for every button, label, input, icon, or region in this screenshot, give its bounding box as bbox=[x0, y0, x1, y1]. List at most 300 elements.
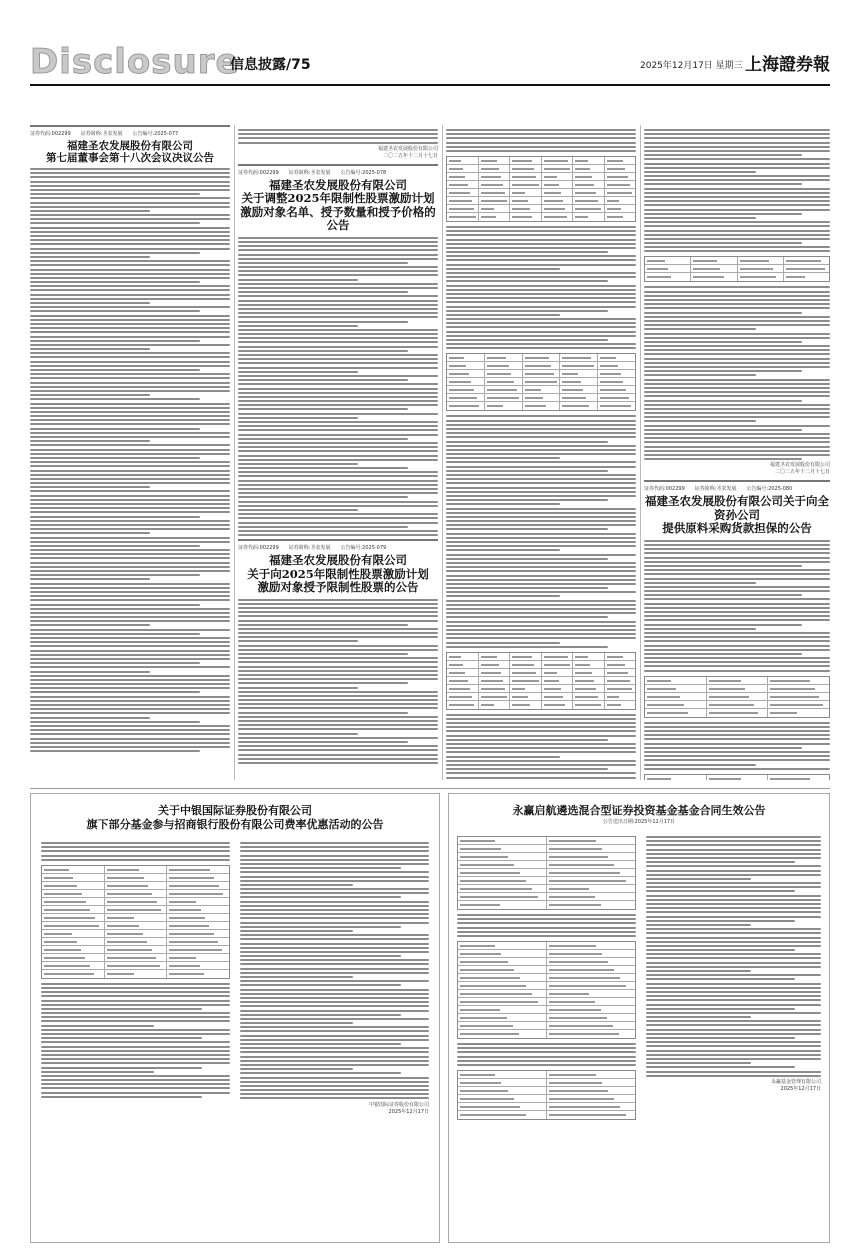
security-codes: 证券代码:002299 证券简称:圣农发展 公告编号:2025-079 bbox=[238, 545, 387, 552]
table-cell bbox=[510, 669, 542, 676]
text-line bbox=[446, 445, 636, 447]
text-line bbox=[30, 725, 230, 727]
text-line bbox=[30, 260, 230, 262]
text-line bbox=[30, 428, 200, 430]
text-line bbox=[644, 764, 756, 766]
table-row bbox=[458, 1014, 635, 1022]
text-line bbox=[644, 743, 830, 745]
table-row bbox=[458, 1006, 635, 1014]
text-line bbox=[644, 619, 830, 621]
table-row bbox=[458, 877, 635, 885]
text-line bbox=[644, 391, 830, 393]
text-line bbox=[446, 482, 636, 484]
table-cell bbox=[458, 1103, 547, 1110]
table-cell bbox=[573, 157, 605, 164]
text-line bbox=[446, 508, 636, 510]
text-line bbox=[30, 562, 230, 564]
text-line bbox=[457, 927, 636, 929]
text-line bbox=[41, 1016, 230, 1018]
text-line bbox=[240, 846, 429, 848]
board-signoff: 福建圣农发展股份有限公司 二〇二五年十二月十七日 bbox=[377, 145, 438, 159]
security-codes: 证券代码:002299 证券简称:圣农发展 公告编号:2025-080 bbox=[644, 486, 793, 493]
table-cell bbox=[605, 693, 636, 700]
announcement-title-line-1: 关于向2025年限制性股票激励计划 bbox=[247, 566, 429, 581]
text-line bbox=[646, 1045, 821, 1047]
text-line bbox=[240, 917, 429, 919]
table-cell bbox=[42, 962, 105, 969]
text-line bbox=[644, 150, 830, 152]
table-cell bbox=[105, 930, 168, 937]
table-row bbox=[645, 701, 829, 709]
text-line bbox=[238, 737, 438, 739]
table-cell bbox=[645, 257, 691, 264]
text-line bbox=[30, 361, 230, 363]
text-line bbox=[446, 474, 636, 476]
table-cell bbox=[598, 370, 635, 377]
text-line bbox=[238, 308, 438, 310]
text-line bbox=[446, 562, 636, 564]
text-line bbox=[30, 474, 230, 476]
text-line bbox=[238, 467, 408, 469]
table-cell bbox=[479, 701, 511, 709]
text-line bbox=[41, 1075, 230, 1077]
text-line bbox=[240, 947, 429, 949]
table-cell bbox=[573, 677, 605, 684]
text-line bbox=[446, 743, 636, 745]
text-line bbox=[646, 928, 821, 930]
text-line bbox=[446, 239, 636, 241]
text-line bbox=[646, 1066, 795, 1068]
text-line bbox=[644, 645, 830, 647]
text-line bbox=[238, 670, 438, 672]
table-cell bbox=[523, 378, 561, 385]
text-line bbox=[240, 1018, 429, 1020]
text-line bbox=[644, 154, 802, 156]
text-line bbox=[240, 922, 429, 924]
text-line bbox=[238, 509, 358, 511]
text-line bbox=[457, 914, 636, 916]
text-line bbox=[446, 150, 636, 152]
text-line bbox=[446, 247, 636, 249]
text-line bbox=[446, 343, 636, 345]
text-line bbox=[446, 226, 636, 228]
text-line bbox=[446, 549, 560, 551]
table-cell bbox=[605, 701, 636, 709]
text-line bbox=[238, 716, 438, 718]
board-signoff: 福建圣农发展股份有限公司 二〇二五年十二月十七日 bbox=[769, 462, 830, 476]
text-line bbox=[644, 171, 756, 173]
text-line bbox=[41, 1033, 230, 1035]
table-cell bbox=[691, 265, 737, 272]
text-line bbox=[646, 1041, 821, 1043]
table-row bbox=[447, 165, 635, 173]
text-line bbox=[41, 1062, 230, 1064]
text-line bbox=[644, 755, 830, 757]
table-row bbox=[458, 901, 635, 909]
text-line bbox=[646, 886, 821, 888]
text-line bbox=[446, 259, 636, 261]
table-cell bbox=[542, 701, 574, 709]
table-cell bbox=[485, 370, 523, 377]
table-cell bbox=[458, 901, 547, 909]
table-cell bbox=[167, 890, 229, 897]
text-line bbox=[446, 566, 636, 568]
text-line bbox=[41, 1025, 154, 1027]
text-line bbox=[240, 1014, 401, 1016]
text-line bbox=[30, 256, 150, 258]
text-line bbox=[446, 554, 636, 556]
text-line bbox=[644, 569, 830, 571]
text-line bbox=[644, 738, 830, 740]
table-row bbox=[447, 394, 635, 402]
text-line bbox=[30, 746, 230, 748]
table-cell bbox=[485, 386, 523, 393]
text-line bbox=[646, 974, 821, 976]
text-line bbox=[646, 911, 821, 913]
text-line bbox=[646, 1037, 795, 1039]
data-table bbox=[644, 256, 830, 282]
text-line bbox=[644, 594, 802, 596]
table-row bbox=[458, 885, 635, 893]
text-line bbox=[646, 861, 795, 863]
text-line bbox=[240, 1072, 401, 1074]
text-line bbox=[240, 1026, 429, 1028]
table-cell bbox=[768, 775, 829, 780]
text-line bbox=[644, 603, 830, 605]
table-cell bbox=[447, 669, 479, 676]
announcement-column-2 bbox=[238, 125, 438, 780]
text-line bbox=[240, 867, 401, 869]
top-line bbox=[238, 164, 438, 166]
body-text bbox=[457, 914, 636, 937]
text-line bbox=[240, 842, 429, 844]
table-cell bbox=[479, 693, 511, 700]
table-cell bbox=[479, 677, 511, 684]
text-line bbox=[646, 991, 821, 993]
table-row bbox=[42, 914, 229, 922]
table-row bbox=[458, 942, 635, 950]
table-cell bbox=[784, 273, 829, 281]
table-cell bbox=[738, 265, 784, 272]
text-line bbox=[240, 905, 429, 907]
text-line bbox=[41, 842, 230, 844]
company-name: 福建圣农发展股份有限公司 bbox=[269, 177, 407, 192]
table-cell bbox=[42, 930, 105, 937]
text-line bbox=[646, 882, 821, 884]
table-cell bbox=[547, 1087, 635, 1094]
text-line bbox=[30, 277, 230, 279]
text-line bbox=[644, 345, 830, 347]
text-line bbox=[238, 728, 438, 730]
table-cell bbox=[738, 257, 784, 264]
text-line bbox=[646, 1024, 821, 1026]
table-cell bbox=[458, 1087, 547, 1094]
text-line bbox=[238, 484, 438, 486]
table-row bbox=[458, 998, 635, 1006]
table-cell bbox=[598, 362, 635, 369]
text-line bbox=[30, 336, 230, 338]
text-line bbox=[30, 461, 230, 463]
table-cell bbox=[458, 974, 547, 981]
table-cell bbox=[573, 213, 605, 221]
table-cell bbox=[605, 181, 636, 188]
text-line bbox=[238, 346, 438, 348]
text-line bbox=[646, 999, 821, 1001]
table-cell bbox=[479, 205, 511, 212]
text-line bbox=[41, 983, 230, 985]
text-line bbox=[30, 541, 230, 543]
body-text-continued bbox=[238, 129, 438, 144]
text-line bbox=[646, 1050, 821, 1052]
text-line bbox=[644, 200, 830, 202]
table-cell bbox=[605, 205, 636, 212]
text-line bbox=[238, 337, 438, 339]
table-cell bbox=[510, 165, 542, 172]
text-line bbox=[644, 167, 830, 169]
text-line bbox=[30, 612, 230, 614]
text-line bbox=[238, 632, 438, 634]
text-line bbox=[446, 234, 636, 236]
text-line bbox=[446, 714, 636, 716]
text-line bbox=[644, 429, 802, 431]
text-line bbox=[30, 444, 230, 446]
text-line bbox=[41, 1083, 230, 1085]
table-cell bbox=[542, 669, 574, 676]
text-line bbox=[238, 459, 438, 461]
table-cell bbox=[573, 205, 605, 212]
text-line bbox=[30, 583, 230, 585]
text-line bbox=[238, 429, 438, 431]
text-line bbox=[30, 214, 230, 216]
fund-info-table bbox=[457, 836, 636, 910]
text-line bbox=[30, 486, 150, 488]
text-line bbox=[644, 333, 830, 335]
issue-date: 2025年12月17日 星期三 bbox=[640, 61, 743, 71]
text-line bbox=[644, 137, 830, 139]
table-cell bbox=[768, 693, 829, 700]
text-line bbox=[30, 511, 230, 513]
text-line bbox=[238, 513, 438, 515]
table-cell bbox=[479, 173, 511, 180]
text-line bbox=[30, 645, 230, 647]
text-line bbox=[446, 646, 608, 648]
text-line bbox=[30, 218, 230, 220]
table-cell bbox=[573, 197, 605, 204]
table-cell bbox=[605, 677, 636, 684]
text-line bbox=[240, 943, 429, 945]
table-cell bbox=[768, 685, 829, 692]
text-line bbox=[240, 1043, 401, 1045]
text-line bbox=[30, 704, 230, 706]
text-line bbox=[30, 570, 230, 572]
table-cell bbox=[458, 853, 547, 860]
text-line bbox=[644, 548, 830, 550]
table-row bbox=[447, 653, 635, 661]
text-line bbox=[446, 503, 560, 505]
announcement-title-line-2: 激励对象名单、授予数量和授予价格的公告 bbox=[240, 204, 436, 233]
text-line bbox=[646, 1075, 821, 1077]
text-line bbox=[446, 633, 636, 635]
table-cell bbox=[447, 378, 485, 385]
announcement-column-4 bbox=[644, 125, 830, 780]
table-cell bbox=[167, 938, 229, 945]
text-line bbox=[238, 678, 438, 680]
table-cell bbox=[458, 998, 547, 1005]
signoff: 中银国际证券股份有限公司 2025年12月17日 bbox=[368, 1101, 429, 1115]
text-line bbox=[646, 941, 821, 943]
text-line bbox=[30, 210, 150, 212]
text-line bbox=[30, 465, 230, 467]
table-cell bbox=[542, 653, 574, 660]
table-row bbox=[458, 837, 635, 845]
text-line bbox=[646, 987, 821, 989]
text-line bbox=[446, 449, 636, 451]
table-cell bbox=[573, 701, 605, 709]
text-line bbox=[238, 522, 438, 524]
text-line bbox=[238, 758, 438, 760]
table-cell bbox=[547, 1079, 635, 1086]
text-line bbox=[644, 324, 830, 326]
table-cell bbox=[167, 914, 229, 921]
text-line bbox=[41, 995, 230, 997]
text-line bbox=[41, 1058, 230, 1060]
table-cell bbox=[645, 701, 707, 708]
body-text bbox=[240, 842, 429, 1099]
table-row bbox=[447, 354, 635, 362]
text-line bbox=[30, 382, 230, 384]
text-line bbox=[446, 735, 636, 737]
table-cell bbox=[105, 954, 168, 961]
text-line bbox=[644, 358, 830, 360]
text-line bbox=[238, 712, 408, 714]
text-line bbox=[446, 137, 636, 139]
text-line bbox=[446, 142, 636, 144]
text-line bbox=[238, 674, 438, 676]
text-line bbox=[646, 1062, 751, 1064]
text-line bbox=[240, 955, 401, 957]
table-cell bbox=[542, 173, 574, 180]
text-line bbox=[30, 633, 200, 635]
text-line bbox=[238, 603, 438, 605]
text-line bbox=[30, 449, 230, 451]
text-line bbox=[30, 490, 230, 492]
text-line bbox=[238, 270, 438, 272]
text-line bbox=[446, 461, 636, 463]
text-line bbox=[238, 496, 408, 498]
fund-table bbox=[41, 865, 230, 979]
table-cell bbox=[167, 962, 229, 969]
text-line bbox=[238, 341, 438, 343]
text-line bbox=[240, 880, 429, 882]
text-line bbox=[30, 331, 230, 333]
text-line bbox=[30, 604, 200, 606]
table-cell bbox=[447, 394, 485, 401]
text-line bbox=[30, 566, 230, 568]
text-line bbox=[446, 432, 636, 434]
text-line bbox=[30, 281, 200, 283]
text-line bbox=[644, 209, 830, 211]
body-text bbox=[30, 168, 230, 752]
text-line bbox=[644, 578, 830, 580]
text-line bbox=[41, 1012, 230, 1014]
text-line bbox=[238, 434, 438, 436]
text-line bbox=[30, 679, 230, 681]
text-line bbox=[41, 987, 230, 989]
text-line bbox=[238, 266, 438, 268]
text-line bbox=[238, 274, 438, 276]
text-line bbox=[30, 306, 230, 308]
text-line bbox=[240, 1030, 429, 1032]
text-line bbox=[446, 747, 636, 749]
announcement-title: 永赢启航遴选混合型证券投资基金基金合同生效公告 bbox=[512, 804, 766, 817]
table-cell bbox=[560, 394, 598, 401]
text-line bbox=[238, 425, 438, 427]
text-line bbox=[41, 1067, 202, 1069]
table-row bbox=[645, 775, 829, 780]
table-cell bbox=[447, 205, 479, 212]
text-line bbox=[238, 142, 438, 144]
text-line bbox=[238, 505, 438, 507]
text-line bbox=[238, 133, 438, 135]
text-line bbox=[240, 1039, 429, 1041]
text-line bbox=[238, 615, 438, 617]
table-cell bbox=[167, 866, 229, 873]
text-line bbox=[644, 337, 830, 339]
table-cell bbox=[645, 693, 707, 700]
table-cell bbox=[560, 370, 598, 377]
text-line bbox=[41, 1037, 202, 1039]
table-cell bbox=[458, 1111, 547, 1119]
text-line bbox=[30, 432, 230, 434]
text-line bbox=[646, 836, 821, 838]
security-codes: 证券代码:002299 证券简称:圣农发展 公告编号:2025-078 bbox=[238, 169, 387, 176]
text-line bbox=[238, 362, 438, 364]
table-cell bbox=[447, 173, 479, 180]
text-line bbox=[446, 625, 636, 627]
text-line bbox=[238, 417, 358, 419]
text-line bbox=[30, 637, 230, 639]
text-line bbox=[646, 840, 821, 842]
text-line bbox=[644, 341, 802, 343]
table-row bbox=[645, 709, 829, 717]
text-line bbox=[644, 624, 802, 626]
table-cell bbox=[707, 709, 769, 717]
table-cell bbox=[784, 257, 829, 264]
text-line bbox=[238, 404, 438, 406]
table-cell bbox=[167, 954, 229, 961]
text-line bbox=[446, 297, 636, 299]
text-line bbox=[30, 520, 230, 522]
table-cell bbox=[645, 685, 707, 692]
table-cell bbox=[447, 386, 485, 393]
table-cell bbox=[547, 990, 635, 997]
company-name: 福建圣农发展股份有限公司 bbox=[67, 140, 193, 152]
table-cell bbox=[105, 970, 168, 978]
text-line bbox=[238, 371, 358, 373]
table-cell bbox=[42, 954, 105, 961]
text-line bbox=[238, 611, 438, 613]
text-line bbox=[30, 624, 150, 626]
data-table bbox=[644, 774, 830, 780]
text-line bbox=[644, 362, 830, 364]
text-line bbox=[644, 395, 830, 397]
text-line bbox=[446, 293, 636, 295]
table-row bbox=[42, 922, 229, 930]
table-cell bbox=[547, 998, 635, 1005]
text-line bbox=[446, 726, 636, 728]
text-line bbox=[644, 303, 830, 305]
text-line bbox=[30, 591, 230, 593]
